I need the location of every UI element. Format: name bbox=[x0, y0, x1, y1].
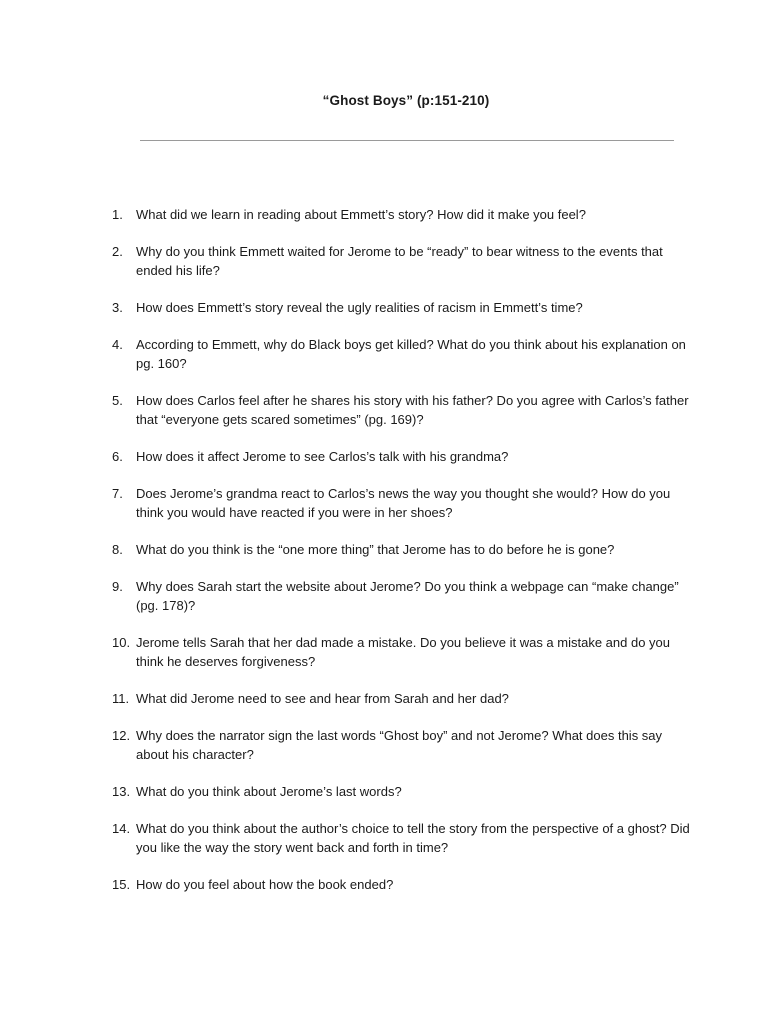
question-item bbox=[112, 633, 692, 671]
question-text: Why does the narrator sign the last words “Ghost boy” and not Jerome? What does this say about his character? bbox=[136, 728, 663, 762]
question-number: 1. bbox=[112, 207, 123, 222]
question-item bbox=[112, 484, 692, 522]
question-number: 12. bbox=[112, 728, 131, 743]
question-number: 10. bbox=[112, 635, 131, 650]
question-item bbox=[112, 205, 692, 224]
document-title: “Ghost Boys” (p:151-210) bbox=[322, 93, 490, 108]
question-text: What do you think about Jerome’s last words? bbox=[136, 784, 402, 799]
question-list bbox=[112, 205, 692, 912]
question-number: 6. bbox=[112, 449, 123, 464]
question-number: 9. bbox=[112, 579, 123, 594]
question-number: 15. bbox=[112, 877, 131, 892]
question-text: Does Jerome’s grandma react to Carlos’s news the way you thought she would? How do you think you would have reacted if you were in her shoes? bbox=[136, 486, 671, 520]
question-number: 8. bbox=[112, 542, 123, 557]
question-number: 11. bbox=[112, 691, 130, 706]
title-divider bbox=[140, 140, 674, 141]
question-number: 5. bbox=[112, 393, 123, 408]
question-text: How does Emmett’s story reveal the ugly realities of racism in Emmett’s time? bbox=[136, 300, 583, 315]
question-number: 7. bbox=[112, 486, 123, 501]
question-item bbox=[112, 242, 692, 280]
question-number: 3. bbox=[112, 300, 123, 315]
question-text: What do you think about the author’s choice to tell the story from the perspective of a ghost? Did you like the way the story went back and forth in time? bbox=[136, 821, 690, 855]
question-item bbox=[112, 782, 692, 801]
question-text: According to Emmett, why do Black boys get killed? What do you think about his explanation on pg. 160? bbox=[136, 337, 686, 371]
question-text: Why does Sarah start the website about Jerome? Do you think a webpage can “make change” (pg. 178)? bbox=[136, 579, 679, 613]
question-text: What did we learn in reading about Emmett’s story? How did it make you feel? bbox=[136, 207, 586, 222]
question-text: How do you feel about how the book ended? bbox=[136, 877, 394, 892]
question-text: What did Jerome need to see and hear from Sarah and her dad? bbox=[136, 691, 509, 706]
question-text: Why do you think Emmett waited for Jerome to be “ready” to bear witness to the events that ended his life? bbox=[136, 244, 663, 278]
question-item bbox=[112, 689, 692, 708]
question-number: 14. bbox=[112, 821, 131, 836]
question-item bbox=[112, 819, 692, 857]
question-item bbox=[112, 447, 692, 466]
question-number: 4. bbox=[112, 337, 123, 352]
question-text: How does it affect Jerome to see Carlos’s talk with his grandma? bbox=[136, 449, 509, 464]
question-item bbox=[112, 726, 692, 764]
question-item bbox=[112, 391, 692, 429]
question-item bbox=[112, 540, 692, 559]
question-text: Jerome tells Sarah that her dad made a mistake. Do you believe it was a mistake and do you think he deserves forgiveness? bbox=[136, 635, 671, 669]
question-text: How does Carlos feel after he shares his story with his father? Do you agree with Carlos’s father that “everyone gets scared sometimes” (pg. 169)? bbox=[136, 393, 689, 427]
question-item bbox=[112, 577, 692, 615]
question-number: 2. bbox=[112, 244, 123, 259]
question-item bbox=[112, 298, 692, 317]
question-item bbox=[112, 875, 692, 894]
question-text: What do you think is the “one more thing” that Jerome has to do before he is gone? bbox=[136, 542, 615, 557]
question-number: 13. bbox=[112, 784, 131, 799]
question-item bbox=[112, 335, 692, 373]
